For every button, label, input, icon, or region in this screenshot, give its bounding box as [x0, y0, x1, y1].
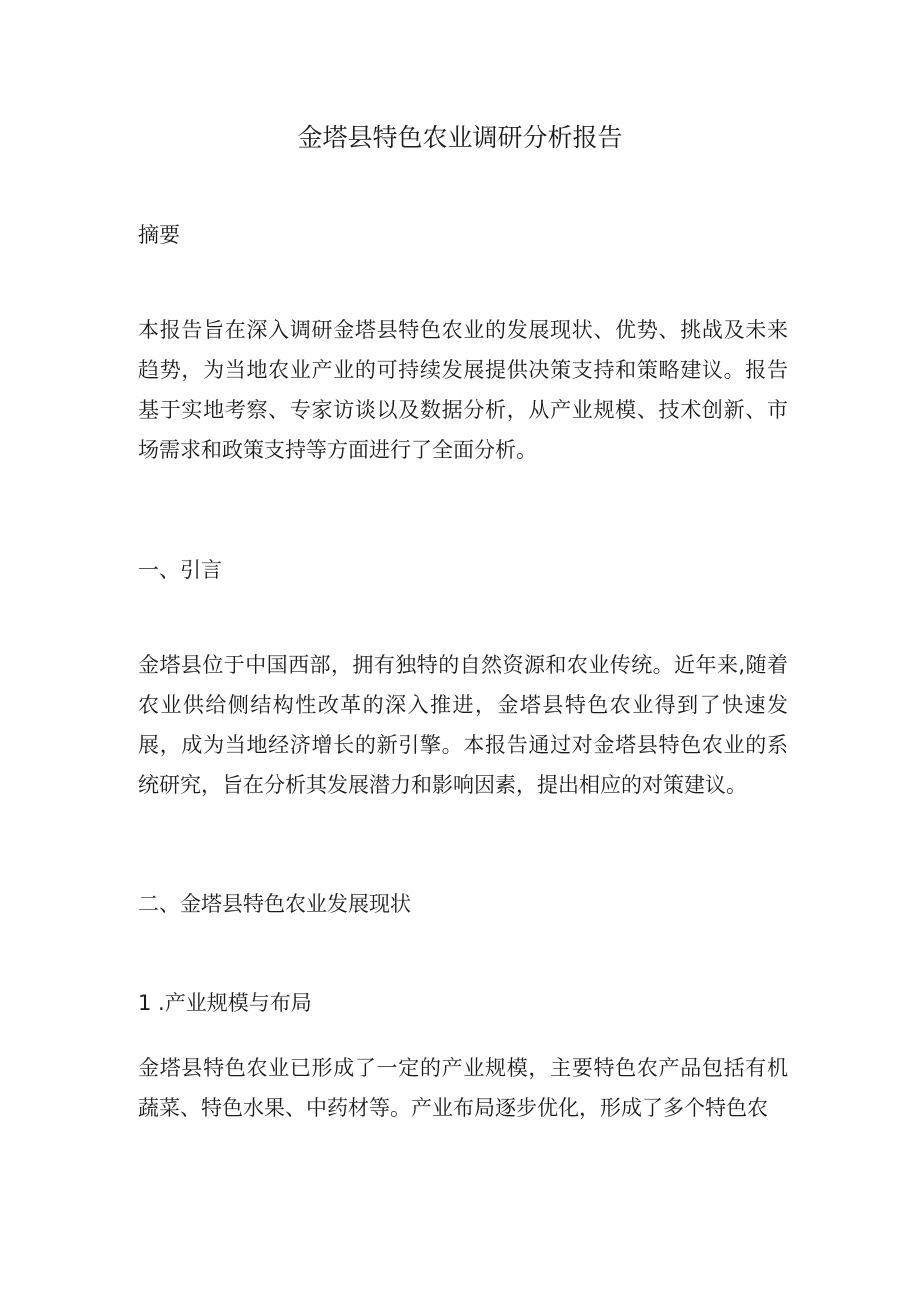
subsection-heading-scale-layout: 1 .产业规模与布局	[138, 991, 312, 1015]
section-heading-current-status: 二、金塔县特色农业发展现状	[138, 892, 411, 916]
section-heading-introduction: 一、引言	[138, 558, 222, 582]
abstract-paragraph: 本报告旨在深入调研金塔县特色农业的发展现状、优势、挑战及未来趋势，为当地农业产业的可持续发展提供决策支持和策略建议。报告基于实地考察、专家访谈以及数据分析，从产业规模、技术创新、市场需求和政策支持等方面进行了全面分析。	[138, 318, 788, 462]
document-title: 金塔县特色农业调研分析报告	[297, 123, 623, 152]
scale-layout-paragraph: 金塔县特色农业已形成了一定的产业规模，主要特色农产品包括有机蔬菜、特色水果、中药材等。产业布局逐步优化，形成了多个特色农	[138, 1056, 788, 1120]
introduction-paragraph: 金塔县位于中国西部，拥有独特的自然资源和农业传统。近年来,随着农业供给侧结构性改革的深入推进，金塔县特色农业得到了快速发展，成为当地经济增长的新引擎。本报告通过对金塔县特色农业的系统研究，旨在分析其发展潜力和影响因素，提出相应的对策建议。	[138, 653, 788, 797]
abstract-heading: 摘要	[138, 223, 180, 247]
